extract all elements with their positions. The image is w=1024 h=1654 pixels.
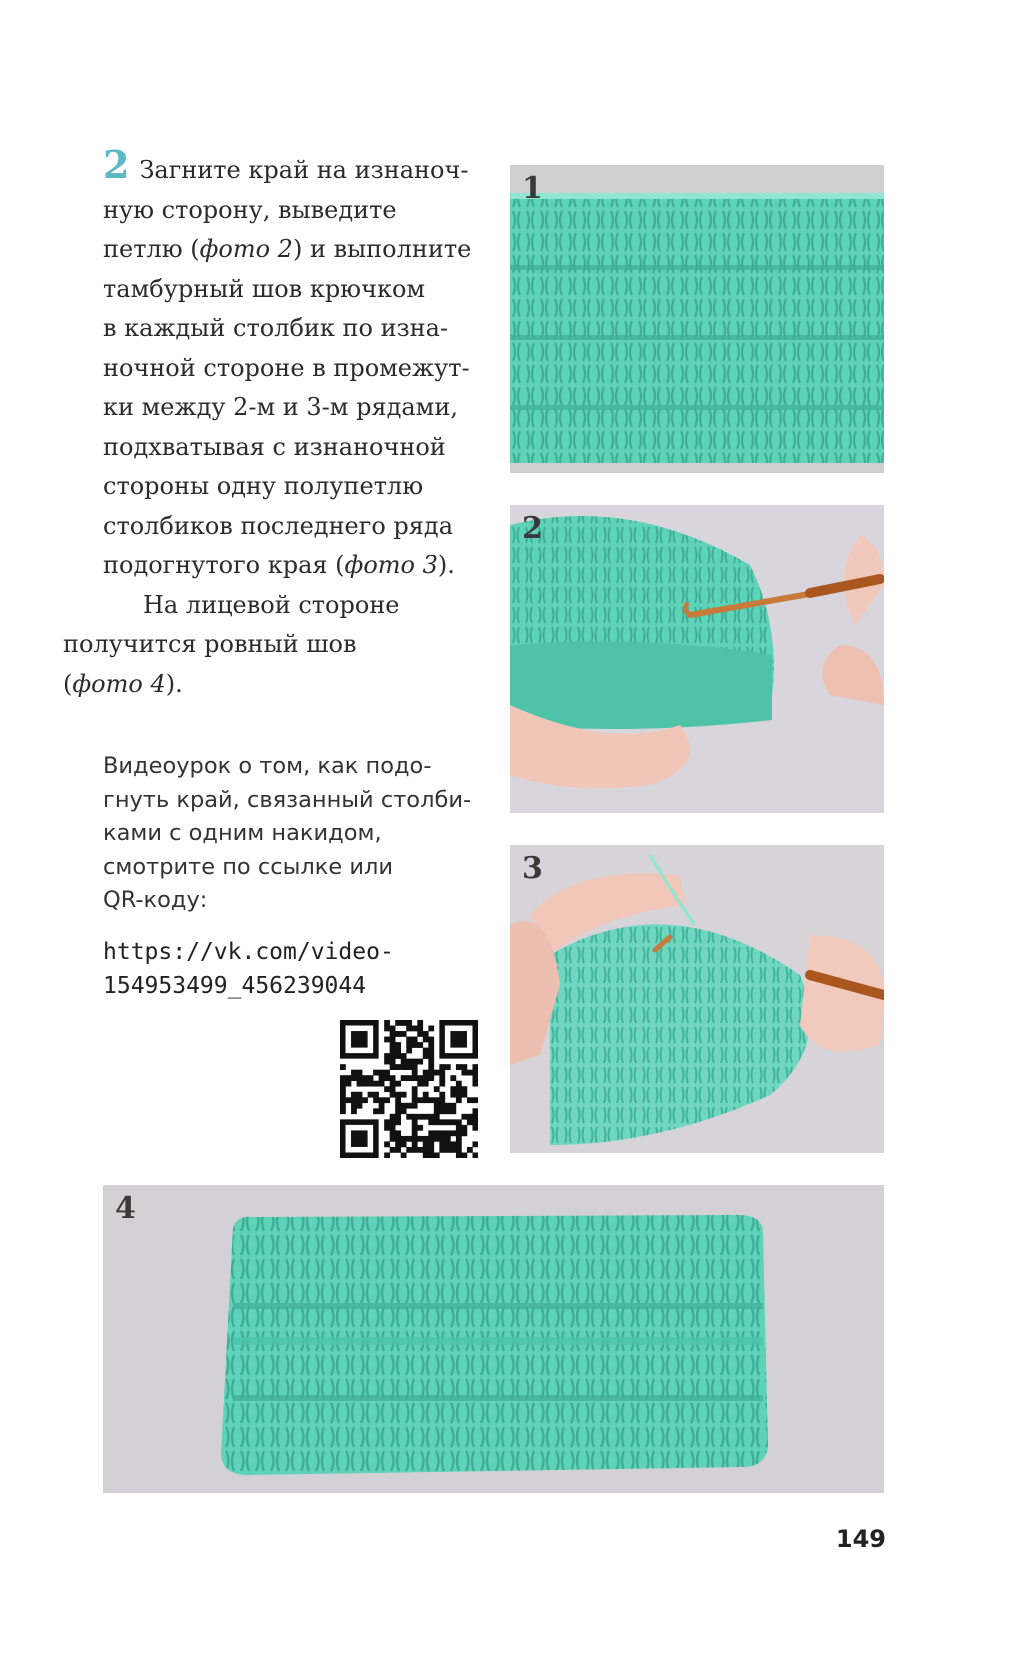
photo-ref: фото 3 — [344, 551, 438, 579]
photo-4 — [103, 1185, 884, 1493]
text-line: ). — [165, 669, 183, 698]
photo-label: 2 — [522, 511, 543, 546]
text-line: Загните край на изнаноч- — [139, 156, 469, 184]
step-paragraph-2 — [63, 586, 483, 705]
folded-edge-image — [510, 505, 884, 813]
knitted-swatch-image — [510, 165, 884, 473]
photo-ref: фото 4 — [72, 669, 166, 698]
step-number: 2 — [103, 142, 130, 187]
text-line: ( — [63, 669, 73, 698]
note-line: гнуть край, связанный столби- — [103, 786, 472, 813]
text-line: стороны одну полупетлю — [103, 472, 424, 500]
text-line: На лицевой стороне — [143, 590, 400, 619]
hooking-seam-image — [510, 845, 884, 1153]
text-line: столбиков последнего ряда — [103, 511, 454, 540]
note-line: смотрите по ссылке или — [103, 853, 393, 880]
step-paragraph-1 — [103, 142, 483, 586]
qr-code — [340, 1020, 478, 1158]
photo-label: 3 — [522, 851, 543, 886]
photo-2 — [510, 505, 884, 813]
text-line: ). — [437, 551, 455, 579]
text-line: подхватывая с изнаночной — [103, 432, 446, 461]
step-text — [63, 142, 483, 704]
text-line: ки между 2-м и 3-м рядами, — [103, 393, 458, 421]
text-line: тамбурный шов крючком — [103, 274, 426, 303]
note-line: ками с одним накидом, — [103, 820, 382, 846]
photo-label: 4 — [115, 1191, 136, 1226]
photo-label: 1 — [522, 171, 543, 206]
video-link[interactable] — [103, 935, 483, 1003]
text-line: подогнутого края ( — [103, 551, 345, 579]
photo-3 — [510, 845, 884, 1153]
video-note — [103, 750, 483, 918]
link-line[interactable]: 154953499_456239044 — [103, 973, 367, 999]
photo-ref: фото 2 — [199, 235, 293, 263]
text-line: ночной стороне в промежут- — [103, 353, 470, 382]
note-line: QR-коду: — [103, 887, 208, 913]
link-line[interactable]: https://vk.com/video- — [103, 939, 394, 965]
text-line: ) и выполните — [292, 235, 472, 263]
page-number: 149 — [835, 1525, 886, 1553]
qr-code-icon — [340, 1020, 478, 1158]
text-line: в каждый столбик по изна- — [103, 314, 449, 342]
text-line: петлю ( — [103, 235, 200, 263]
text-line: получится ровный шов — [63, 630, 357, 658]
text-line: ную сторону, выведите — [103, 195, 397, 224]
photo-1 — [510, 165, 884, 473]
note-line: Видеоурок о том, как подо- — [103, 753, 432, 779]
finished-swatch-image — [103, 1185, 884, 1493]
